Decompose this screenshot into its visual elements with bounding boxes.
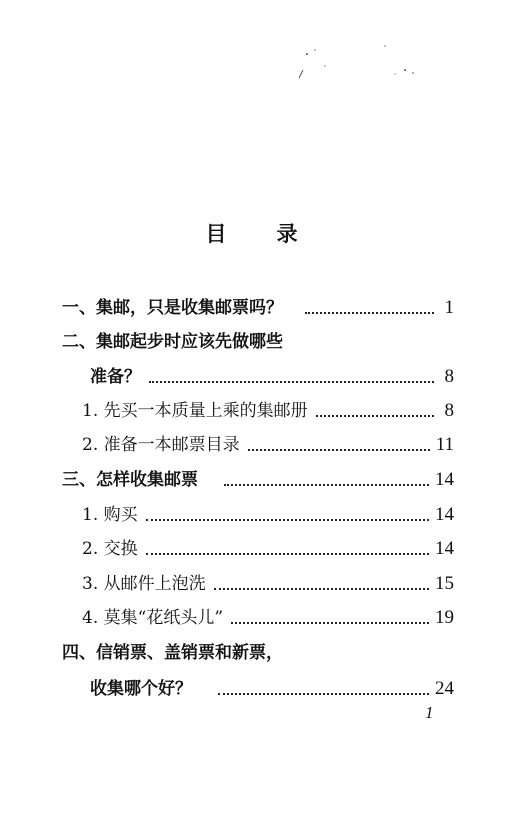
toc-entry-label: 4. 莫集“花纸头儿” bbox=[82, 608, 224, 628]
toc-entry-page: 24 bbox=[435, 678, 454, 699]
toc-entry-label: 2. 准备一本邮票目录 bbox=[82, 435, 240, 455]
toc-entry-label: 1. 购买 bbox=[82, 505, 138, 525]
dot-leader bbox=[149, 381, 434, 383]
toc-entry[interactable] bbox=[62, 287, 454, 319]
dot-leader bbox=[316, 415, 434, 417]
toc-entry-label: 1. 先买一本质量上乘的集邮册 bbox=[82, 401, 308, 421]
toc-entry[interactable] bbox=[82, 528, 454, 560]
toc-entry-label: 三、怎样收集邮票 bbox=[62, 470, 198, 490]
dot-leader bbox=[231, 622, 429, 624]
toc-entry[interactable] bbox=[90, 668, 454, 700]
toc-entry[interactable] bbox=[90, 356, 454, 388]
toc-entry[interactable] bbox=[62, 632, 382, 664]
toc-entry-page: 11 bbox=[435, 434, 454, 455]
toc-entry-page: 14 bbox=[435, 469, 454, 490]
toc-entry[interactable] bbox=[62, 459, 454, 491]
toc-entry-page: 15 bbox=[435, 573, 454, 594]
toc-entry-label: 2. 交换 bbox=[82, 539, 138, 559]
toc-entry-page: 1 bbox=[444, 297, 454, 318]
dot-leader bbox=[305, 312, 434, 314]
toc-entry[interactable] bbox=[82, 563, 454, 595]
toc-entry-page: 14 bbox=[435, 538, 454, 559]
toc-entry-page: 14 bbox=[435, 504, 454, 525]
toc-entry-label: 准备？ bbox=[90, 367, 141, 387]
toc-entry-label: 四、信销票、盖销票和新票， bbox=[62, 643, 283, 663]
toc-entry-page: 19 bbox=[435, 607, 454, 628]
toc-title-part2: 录 bbox=[276, 222, 300, 246]
dot-leader bbox=[214, 588, 429, 590]
toc-entry[interactable] bbox=[62, 321, 362, 353]
toc-entry[interactable] bbox=[82, 494, 454, 526]
toc-entry-label: 二、集邮起步时应该先做哪些 bbox=[62, 332, 283, 352]
toc-entry[interactable] bbox=[82, 424, 454, 456]
dot-leader bbox=[224, 484, 429, 486]
dot-leader bbox=[248, 449, 430, 451]
dot-leader bbox=[218, 693, 429, 695]
toc-entry-page: 8 bbox=[444, 366, 454, 387]
dot-leader bbox=[146, 519, 429, 521]
dot-leader bbox=[146, 553, 429, 555]
scan-specks bbox=[285, 40, 435, 90]
toc-entry[interactable] bbox=[82, 597, 454, 629]
toc-title bbox=[0, 218, 505, 248]
toc-entry-label: 收集哪个好？ bbox=[90, 679, 192, 699]
toc-title-part1: 目 bbox=[205, 222, 229, 246]
toc-entry-label: 一、集邮，只是收集邮票吗？ bbox=[62, 298, 283, 318]
toc-entry[interactable] bbox=[82, 390, 454, 422]
toc-entry-page: 8 bbox=[444, 400, 454, 421]
page-number: 1 bbox=[425, 703, 434, 722]
toc-entry-label: 3. 从邮件上泡洗 bbox=[82, 574, 206, 594]
